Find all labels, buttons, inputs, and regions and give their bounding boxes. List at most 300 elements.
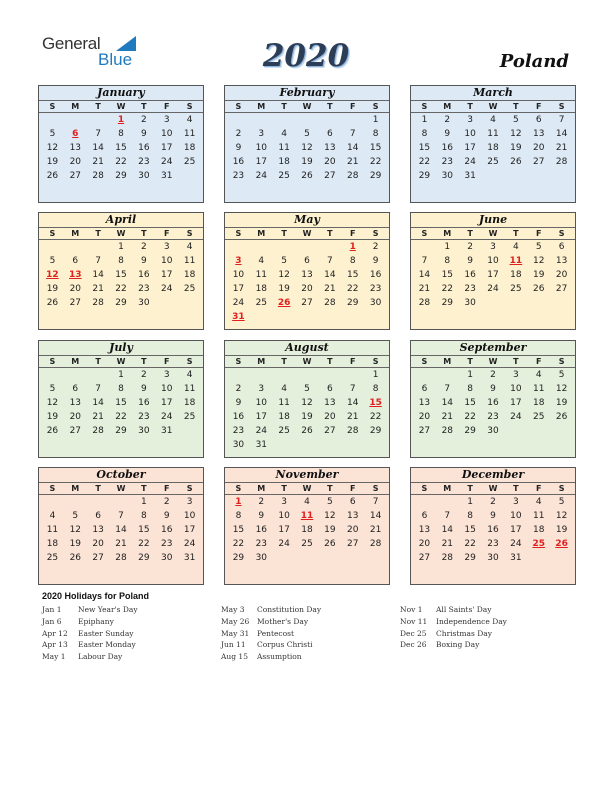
week-row — [225, 240, 389, 254]
weekday-label: S — [372, 229, 379, 238]
day-cell: 4 — [535, 497, 542, 507]
day-cell: 6 — [304, 256, 310, 266]
week-row — [411, 495, 575, 509]
weekday-label: M — [71, 357, 80, 366]
weekday-label: W — [488, 484, 498, 493]
holiday-item — [42, 605, 138, 617]
day-cell: 26 — [324, 539, 336, 549]
weekday-label: M — [257, 102, 266, 111]
day-cell: 11 — [487, 129, 499, 139]
month-october — [38, 467, 204, 585]
day-cell: 13 — [418, 398, 431, 408]
week-row — [39, 396, 203, 410]
holiday-name: Assumption — [257, 652, 302, 662]
day-cell: 22 — [115, 412, 127, 422]
empty-day-cell — [527, 169, 550, 183]
holiday-column — [400, 605, 507, 652]
month-title: August — [285, 341, 329, 354]
day-cell: 5 — [304, 384, 310, 394]
empty-day-cell — [413, 495, 436, 509]
day-cell: 20 — [418, 539, 431, 549]
holiday-day-cell: 1 — [349, 242, 356, 252]
weekday-label: W — [302, 229, 312, 238]
day-cell: 7 — [349, 384, 356, 394]
day-cell: 7 — [327, 256, 333, 266]
day-cell: 13 — [533, 129, 545, 139]
week-row — [225, 282, 389, 296]
week-row — [39, 127, 203, 141]
week-row — [411, 424, 575, 438]
holiday-item — [42, 652, 138, 664]
day-cell: 13 — [418, 525, 431, 535]
day-cell: 28 — [418, 298, 431, 308]
day-cell: 4 — [281, 129, 288, 139]
year-title: 2020 — [262, 38, 350, 74]
week-row — [225, 254, 389, 268]
holiday-day-cell: 1 — [235, 497, 242, 507]
day-cell: 31 — [464, 171, 476, 181]
week-row — [39, 141, 203, 155]
day-cell: 28 — [347, 171, 359, 181]
day-cell: 8 — [372, 384, 379, 394]
day-cell: 12 — [555, 511, 568, 521]
empty-day-cell — [341, 438, 364, 452]
weekday-label: F — [535, 357, 542, 366]
week-row — [411, 296, 575, 310]
weekday-label: S — [49, 102, 56, 111]
empty-day-cell — [341, 310, 364, 324]
week-row — [225, 296, 389, 310]
day-cell: 9 — [141, 129, 147, 139]
day-cell: 5 — [49, 384, 56, 394]
holiday-date: Jan 6 — [42, 616, 62, 626]
weekday-header — [39, 100, 203, 113]
weekday-label: S — [421, 357, 428, 366]
day-cell: 23 — [138, 412, 150, 422]
day-cell: 9 — [372, 256, 379, 266]
day-cell: 12 — [46, 143, 59, 153]
week-row — [39, 240, 203, 254]
logo-text-general: General — [42, 34, 101, 53]
day-cell: 18 — [183, 270, 196, 280]
weekday-label: T — [281, 357, 287, 366]
week-row — [225, 438, 389, 452]
empty-day-cell — [227, 240, 250, 254]
day-cell: 5 — [49, 256, 56, 266]
day-cell: 10 — [232, 270, 245, 280]
empty-day-cell — [364, 551, 387, 565]
day-cell: 4 — [513, 242, 519, 252]
day-cell: 6 — [72, 256, 79, 266]
weekday-header — [225, 227, 389, 240]
weekday-label: T — [141, 484, 147, 493]
day-cell: 22 — [115, 284, 127, 294]
holiday-item — [221, 652, 321, 664]
day-cell: 11 — [533, 511, 545, 521]
weekday-label: W — [488, 102, 498, 111]
holiday-item — [400, 617, 507, 629]
month-title: October — [96, 468, 146, 481]
day-cell: 2 — [163, 497, 170, 507]
week-row — [411, 155, 575, 169]
day-cell: 18 — [183, 143, 196, 153]
day-cell: 19 — [69, 539, 82, 549]
day-cell: 2 — [141, 370, 147, 380]
empty-day-cell — [273, 551, 296, 565]
day-cell: 4 — [490, 115, 496, 125]
week-row — [411, 113, 575, 127]
day-cell: 17 — [487, 270, 499, 280]
holiday-name: Easter Monday — [78, 640, 136, 650]
weekday-label: S — [235, 102, 242, 111]
weekday-label: S — [421, 484, 428, 493]
weekday-label: W — [116, 484, 126, 493]
holiday-name: Independence Day — [436, 616, 507, 626]
day-cell: 14 — [347, 398, 359, 408]
day-cell: 3 — [258, 129, 265, 139]
day-cell: 10 — [161, 256, 173, 266]
empty-day-cell — [436, 495, 459, 509]
holiday-day-cell: 25 — [532, 539, 545, 549]
week-row — [411, 268, 575, 282]
day-cell: 26 — [533, 284, 545, 294]
day-cell: 4 — [258, 256, 265, 266]
holiday-item — [42, 629, 138, 641]
day-cell: 29 — [138, 553, 150, 563]
day-cell: 26 — [46, 298, 59, 308]
day-cell: 16 — [138, 398, 150, 408]
holiday-date: Dec 25 — [400, 628, 427, 638]
day-cell: 21 — [92, 157, 104, 167]
week-row — [411, 382, 575, 396]
week-row — [39, 410, 203, 424]
weekday-header — [39, 227, 203, 240]
day-cell: 2 — [141, 115, 147, 125]
weekday-label: W — [302, 357, 312, 366]
day-cell: 16 — [138, 270, 150, 280]
day-cell: 19 — [46, 284, 59, 294]
day-cell: 31 — [510, 553, 522, 563]
weekday-label: T — [95, 229, 101, 238]
month-title: February — [279, 86, 335, 99]
day-cell: 9 — [141, 384, 147, 394]
day-cell: 24 — [464, 157, 476, 167]
day-cell: 2 — [490, 370, 496, 380]
day-cell: 16 — [487, 398, 499, 408]
weekday-label: T — [513, 484, 519, 493]
day-cell: 29 — [115, 426, 127, 436]
month-title: July — [109, 341, 133, 354]
day-cell: 12 — [69, 525, 82, 535]
day-cell: 21 — [418, 284, 431, 294]
holiday-day-cell: 15 — [369, 398, 382, 408]
day-cell: 16 — [138, 143, 150, 153]
month-december — [410, 467, 576, 585]
week-row — [411, 410, 575, 424]
day-cell: 2 — [490, 497, 496, 507]
week-row — [225, 141, 389, 155]
week-row — [225, 495, 389, 509]
month-september — [410, 340, 576, 458]
week-row — [225, 424, 389, 438]
day-cell: 31 — [183, 553, 196, 563]
day-cell: 15 — [418, 143, 431, 153]
day-cell: 17 — [255, 412, 268, 422]
day-cell: 14 — [347, 143, 359, 153]
day-cell: 17 — [232, 284, 245, 294]
weekday-label: S — [49, 229, 56, 238]
day-cell: 15 — [369, 143, 382, 153]
empty-day-cell — [250, 368, 273, 382]
empty-day-cell — [87, 113, 110, 127]
day-cell: 18 — [487, 143, 499, 153]
weekday-label: W — [116, 357, 126, 366]
country-title: Poland — [499, 51, 569, 72]
day-cell: 9 — [490, 384, 496, 394]
day-cell: 18 — [533, 398, 545, 408]
weekday-label: W — [488, 229, 498, 238]
day-cell: 16 — [255, 525, 268, 535]
weekday-label: M — [443, 102, 452, 111]
day-cell: 21 — [347, 412, 359, 422]
week-row — [225, 509, 389, 523]
week-row — [225, 551, 389, 565]
day-cell: 26 — [69, 553, 82, 563]
weekday-label: M — [443, 229, 452, 238]
holiday-day-cell: 11 — [300, 511, 314, 521]
day-cell: 3 — [281, 497, 288, 507]
week-row — [411, 551, 575, 565]
empty-day-cell — [550, 296, 573, 310]
day-cell: 8 — [118, 256, 124, 266]
day-cell: 18 — [278, 412, 290, 422]
empty-day-cell — [273, 310, 296, 324]
day-cell: 24 — [161, 284, 173, 294]
day-cell: 14 — [92, 143, 104, 153]
day-cell: 20 — [324, 412, 336, 422]
day-cell: 30 — [138, 298, 150, 308]
day-cell: 27 — [418, 553, 431, 563]
week-row — [411, 282, 575, 296]
day-cell: 25 — [487, 157, 499, 167]
day-cell: 19 — [324, 525, 336, 535]
day-cell: 25 — [533, 412, 545, 422]
empty-day-cell — [296, 113, 319, 127]
day-cell: 20 — [533, 143, 545, 153]
week-row — [225, 155, 389, 169]
day-cell: 25 — [255, 298, 268, 308]
empty-day-cell — [482, 296, 505, 310]
day-cell: 19 — [301, 157, 313, 167]
empty-day-cell — [296, 438, 319, 452]
empty-day-cell — [87, 368, 110, 382]
day-cell: 30 — [487, 553, 499, 563]
day-cell: 12 — [301, 398, 313, 408]
empty-day-cell — [250, 310, 273, 324]
week-row — [225, 382, 389, 396]
day-cell: 13 — [69, 143, 82, 153]
day-cell: 5 — [513, 115, 519, 125]
day-cell: 2 — [372, 242, 379, 252]
day-cell: 29 — [441, 298, 454, 308]
day-cell: 5 — [327, 497, 333, 507]
holiday-date: Nov 1 — [400, 605, 423, 614]
month-may — [224, 212, 390, 330]
day-cell: 15 — [347, 270, 359, 280]
empty-day-cell — [318, 438, 341, 452]
empty-day-cell — [341, 368, 364, 382]
weekday-label: S — [372, 484, 379, 493]
day-cell: 9 — [235, 398, 242, 408]
day-cell: 24 — [232, 298, 245, 308]
day-cell: 10 — [464, 129, 476, 139]
month-august — [224, 340, 390, 458]
weekday-label: F — [535, 484, 542, 493]
weekday-label: F — [535, 102, 542, 111]
weekday-label: F — [163, 357, 170, 366]
day-cell: 22 — [369, 157, 382, 167]
holiday-item — [221, 629, 321, 641]
day-cell: 16 — [161, 525, 173, 535]
day-cell: 23 — [232, 426, 245, 436]
empty-day-cell — [550, 551, 573, 565]
empty-day-cell — [273, 240, 296, 254]
day-cell: 23 — [161, 539, 173, 549]
day-cell: 29 — [464, 426, 476, 436]
day-cell: 7 — [118, 511, 124, 521]
empty-day-cell — [250, 113, 273, 127]
weekday-label: M — [257, 357, 266, 366]
empty-day-cell — [87, 240, 110, 254]
empty-day-cell — [41, 495, 64, 509]
day-cell: 8 — [421, 129, 428, 139]
empty-day-cell — [64, 113, 87, 127]
weekday-label: F — [163, 102, 170, 111]
day-cell: 18 — [46, 539, 59, 549]
empty-day-cell — [155, 296, 178, 310]
day-cell: 14 — [92, 270, 104, 280]
holidays-title: 2020 Holidays for Poland — [42, 591, 150, 601]
day-cell: 9 — [163, 511, 170, 521]
empty-day-cell — [64, 368, 87, 382]
weekday-label: S — [421, 229, 428, 238]
day-cell: 28 — [441, 553, 454, 563]
week-row — [225, 310, 389, 324]
week-row — [411, 368, 575, 382]
month-june — [410, 212, 576, 330]
weekday-label: F — [349, 357, 356, 366]
day-cell: 17 — [464, 143, 476, 153]
holiday-date: Dec 26 — [400, 640, 427, 650]
day-cell: 5 — [304, 129, 310, 139]
day-cell: 6 — [421, 511, 428, 521]
weekday-label: T — [327, 229, 333, 238]
weekday-label: M — [71, 102, 80, 111]
day-cell: 20 — [555, 270, 568, 280]
day-cell: 13 — [555, 256, 568, 266]
day-cell: 4 — [186, 115, 193, 125]
week-row — [225, 169, 389, 183]
empty-day-cell — [87, 495, 110, 509]
holiday-date: Apr 13 — [42, 640, 68, 650]
day-cell: 5 — [281, 256, 288, 266]
weekday-header — [39, 482, 203, 495]
day-cell: 2 — [235, 384, 242, 394]
holiday-date: May 1 — [42, 652, 66, 662]
weekday-label: W — [116, 229, 126, 238]
day-cell: 31 — [161, 171, 173, 181]
day-cell: 3 — [513, 370, 519, 380]
day-cell: 12 — [533, 256, 545, 266]
weekday-label: S — [49, 357, 56, 366]
day-cell: 11 — [278, 398, 290, 408]
weekday-label: T — [327, 484, 333, 493]
week-row — [411, 537, 575, 551]
holiday-date: May 31 — [221, 628, 250, 638]
day-cell: 11 — [533, 384, 545, 394]
day-cell: 27 — [324, 171, 336, 181]
empty-day-cell — [318, 113, 341, 127]
weekday-header — [411, 227, 575, 240]
day-cell: 27 — [92, 553, 104, 563]
week-row — [225, 268, 389, 282]
day-cell: 2 — [444, 115, 451, 125]
day-cell: 24 — [161, 157, 173, 167]
holiday-day-cell: 12 — [46, 270, 59, 280]
day-cell: 15 — [464, 525, 476, 535]
day-cell: 13 — [324, 398, 336, 408]
day-cell: 22 — [464, 539, 476, 549]
weekday-label: M — [257, 484, 266, 493]
day-cell: 11 — [46, 525, 59, 535]
day-cell: 16 — [232, 412, 245, 422]
day-cell: 27 — [301, 298, 313, 308]
holiday-name: Mother's Day — [257, 616, 309, 626]
day-cell: 20 — [324, 157, 336, 167]
empty-day-cell — [436, 368, 459, 382]
empty-day-cell — [550, 424, 573, 438]
holiday-day-cell: 26 — [277, 298, 291, 308]
day-cell: 14 — [418, 270, 431, 280]
empty-day-cell — [227, 113, 250, 127]
month-march — [410, 85, 576, 203]
day-cell: 9 — [467, 256, 474, 266]
weekday-header — [39, 355, 203, 368]
holiday-name: Easter Sunday — [78, 628, 134, 638]
day-cell: 3 — [163, 242, 170, 252]
empty-day-cell — [482, 169, 505, 183]
empty-day-cell — [527, 551, 550, 565]
weekday-label: S — [558, 484, 565, 493]
day-cell: 1 — [467, 497, 474, 507]
empty-day-cell — [504, 424, 527, 438]
day-cell: 24 — [161, 412, 173, 422]
day-cell: 22 — [115, 157, 127, 167]
day-cell: 7 — [95, 256, 102, 266]
day-cell: 18 — [301, 525, 313, 535]
week-row — [39, 495, 203, 509]
day-cell: 12 — [510, 129, 522, 139]
day-cell: 13 — [324, 143, 336, 153]
day-cell: 28 — [369, 539, 382, 549]
day-cell: 15 — [115, 143, 127, 153]
day-cell: 8 — [349, 256, 356, 266]
day-cell: 13 — [69, 398, 82, 408]
holiday-name: Epiphany — [78, 616, 114, 626]
week-row — [411, 396, 575, 410]
empty-day-cell — [364, 438, 387, 452]
week-row — [39, 424, 203, 438]
